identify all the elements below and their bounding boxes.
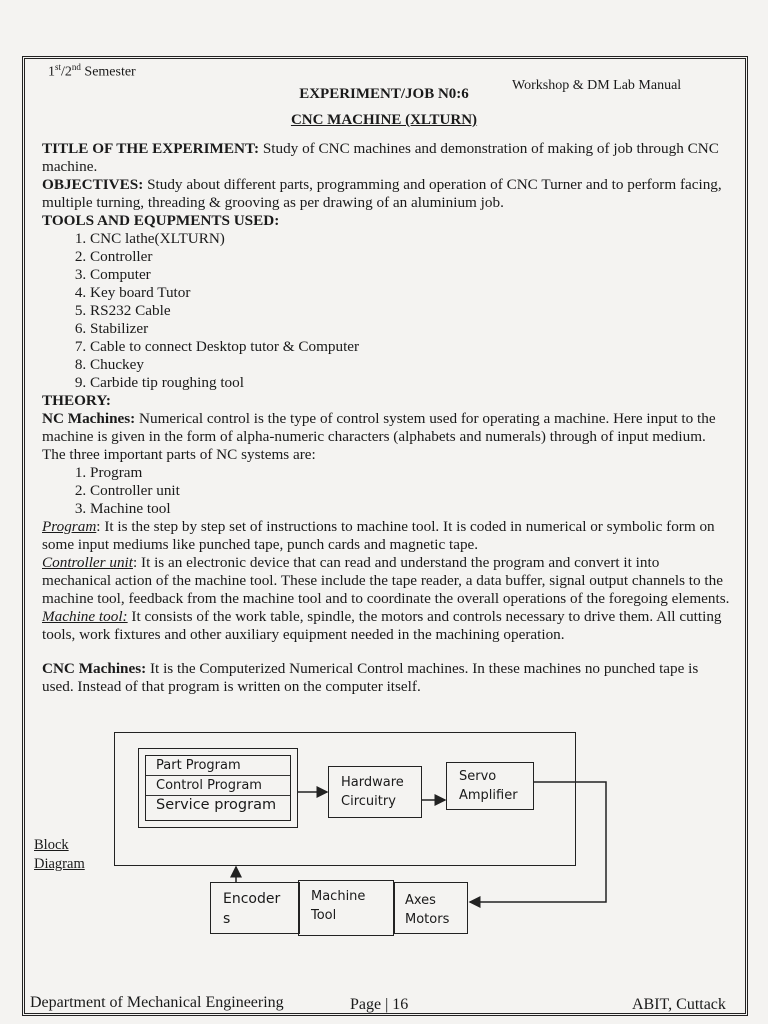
manual-title: Workshop & DM Lab Manual — [512, 78, 682, 93]
objectives-paragraph: OBJECTIVES: Study about different parts, programming and operation of CNC Turner and to perform facing, multiple turning, threading & grooving as per drawing of an aluminium job. — [42, 176, 722, 211]
list-item: 7. Cable to connect Desktop tutor & Computer — [90, 338, 732, 356]
list-item: 1. CNC lathe(XLTURN) — [90, 230, 732, 248]
list-item: 2. Controller unit — [90, 482, 732, 500]
servo-amplifier-box: Servo Amplifier — [446, 762, 534, 810]
program-box — [138, 748, 298, 828]
cnc-paragraph: CNC Machines: It is the Computerized Numerical Control machines. In these machines no punched tape is used. Instead of that program is written on the computer itself. — [42, 660, 699, 695]
list-item: 3. Computer — [90, 266, 732, 284]
block-diagram-label: Block Diagram — [34, 837, 85, 872]
footer-institute: ABIT, Cuttack — [632, 996, 726, 1013]
list-item: 9. Carbide tip roughing tool — [90, 374, 732, 392]
program-paragraph: Program: It is the step by step set of instructions to machine tool. It is coded in numerical or symbolic form on some input mediums like punched tape, punch cards and magnetic tape. — [42, 518, 715, 553]
nc-paragraph: NC Machines: Numerical control is the type of control system used for operating a machine. Here input to the machine is given in the form of alpha-numeric characters (alphabets and numerals) through of input medium. The three important parts of NC systems are: — [42, 410, 716, 463]
title-paragraph: TITLE OF THE EXPERIMENT: Study of CNC machines and demonstration of making of job through CNC machine. — [42, 140, 719, 175]
axes-motors-box: Axes Motors — [394, 882, 468, 934]
list-item: 2. Controller — [90, 248, 732, 266]
list-item: 3. Machine tool — [90, 500, 732, 518]
part-program-label: Part Program — [146, 756, 290, 776]
controller-paragraph: Controller unit: It is an electronic device that can read and understand the program and convert it into mechanical action of the machine tool. These include the tape reader, a data buffer, signal output channels to the machine tool, feedback from the machine tool and to coordinate the overall operations of the foregoing elements. — [42, 554, 730, 607]
machine-tool-box: Machine Tool — [298, 880, 394, 936]
nc-parts-list — [42, 464, 732, 518]
experiment-number: EXPERIMENT/JOB N0:6 — [299, 86, 469, 102]
list-item: 8. Chuckey — [90, 356, 732, 374]
tools-heading: TOOLS AND EQUPMENTS USED: — [42, 212, 280, 229]
list-item: 1. Program — [90, 464, 732, 482]
hardware-circuitry-box: Hardware Circuitry — [328, 766, 422, 818]
theory-heading: THEORY: — [42, 392, 111, 409]
encoders-box: Encoder s — [210, 882, 300, 934]
tools-list — [42, 230, 732, 392]
footer-page-number: Page | 16 — [350, 996, 409, 1013]
list-item: 4. Key board Tutor — [90, 284, 732, 302]
document-body — [42, 140, 732, 696]
machine-tool-paragraph: Machine tool: It consists of the work table, spindle, the motors and controls necessary to drive them. All cutting tools, work fixtures and other auxiliary equipment needed in the machining operation. — [42, 608, 722, 643]
footer-department: Department of Mechanical Engineering — [30, 994, 284, 1011]
list-item: 6. Stabilizer — [90, 320, 732, 338]
semester-label: 1st/2nd Semester — [48, 62, 136, 80]
service-program-label: Service program — [156, 797, 277, 813]
control-program-label: Control Program — [146, 776, 290, 796]
list-item: 5. RS232 Cable — [90, 302, 732, 320]
experiment-subtitle: CNC MACHINE (XLTURN) — [290, 112, 478, 128]
